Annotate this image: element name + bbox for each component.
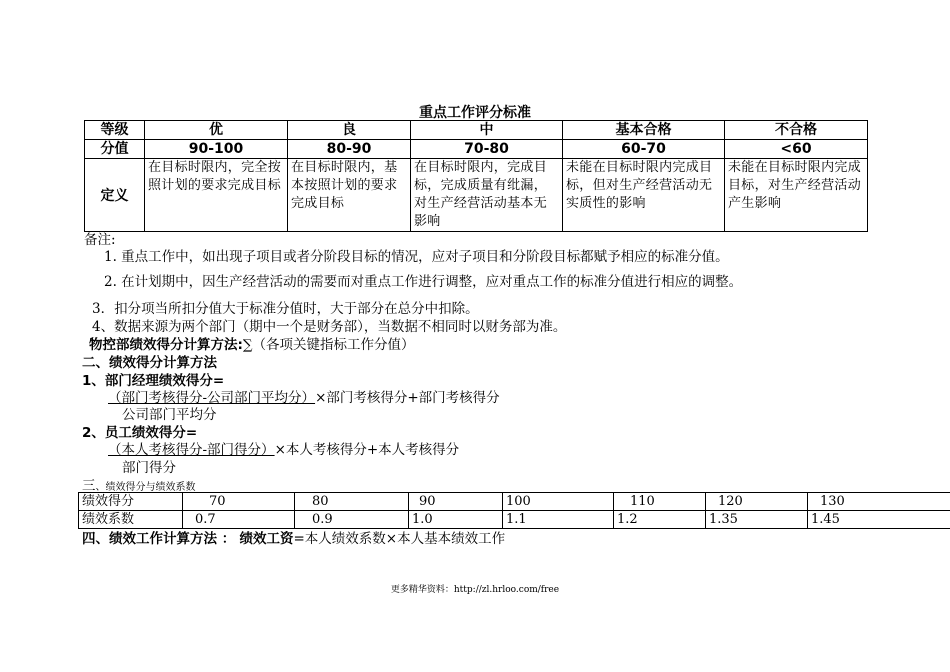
- formula-denominator: 公司部门平均分: [122, 407, 217, 423]
- section-title: 二、绩效得分计算方法: [82, 355, 217, 371]
- definition-cell: 未能在目标时限内完成目标，对生产经营活动产生影响: [725, 159, 868, 232]
- table-cell: 120: [706, 493, 808, 511]
- page-title: 重点工作评分标准: [419, 105, 531, 121]
- notes-label: 备注:: [84, 232, 116, 248]
- footer-link[interactable]: 更多精华资料：http://zl.hrloo.com/free: [390, 585, 560, 595]
- numerator-text: （本人考核得分-部门得分）: [108, 442, 275, 458]
- definition-cell: 未能在目标时限内完成目标，但对生产经营活动无实质性的影响: [563, 159, 725, 232]
- table-row: [79, 493, 950, 511]
- table-cell: 70: [183, 493, 295, 511]
- header-cell: 良: [288, 121, 411, 140]
- note-item: 2. 在计划期中，因生产经营活动的需要而对重点工作进行调整，应对重点工作的标准分值进行相应的调整。: [104, 274, 743, 290]
- note-item: 1. 重点工作中，如出现子项目或者分阶段目标的情况，应对子项目和分阶段目标都赋予相应的标准分值。: [104, 249, 729, 265]
- score-cell: 80-90: [288, 140, 411, 159]
- header-cell: 等级: [85, 121, 145, 140]
- definition-cell: 在目标时限内，基本按照计划的要求完成目标: [288, 159, 411, 232]
- table-cell: 110: [614, 493, 706, 511]
- table-cell: 130: [808, 493, 950, 511]
- header-cell: 优: [145, 121, 288, 140]
- formula-rest: =本人绩效系数×本人基本绩效工作: [293, 531, 506, 547]
- table-cell: 绩效得分: [79, 493, 183, 511]
- score-cell: <60: [725, 140, 868, 159]
- score-cell: 70-80: [411, 140, 563, 159]
- note-item: 4、数据来源为两个部门（期中一个是财务部），当数据不相同时以财务部为准。: [92, 319, 567, 335]
- table-cell: 绩效系数: [79, 511, 183, 529]
- formula-label: 绩效工资: [239, 531, 294, 547]
- header-cell: 不合格: [725, 121, 868, 140]
- coefficient-table: [78, 492, 950, 529]
- header-cell: 基本合格: [563, 121, 725, 140]
- table-row: [79, 511, 950, 529]
- subsection-title: 1、部门经理绩效得分=: [82, 373, 225, 389]
- numerator-text: （部门考核得分-公司部门平均分）: [108, 390, 316, 406]
- table-cell: 0.9: [295, 511, 409, 529]
- table-cell: 0.7: [183, 511, 295, 529]
- table-row: [85, 121, 868, 140]
- table-cell: 1.0: [409, 511, 503, 529]
- formula-rest: ×本人考核得分+本人考核得分: [274, 442, 460, 458]
- method-label: 物控部绩效得分计算方法:: [89, 337, 243, 353]
- formula-rest: ×部门考核得分+部门考核得分: [315, 390, 500, 406]
- score-cell: 60-70: [563, 140, 725, 159]
- section-title: 三、绩效得分与绩效系数: [82, 478, 196, 494]
- formula-denominator: 部门得分: [122, 460, 176, 476]
- method-line: [89, 333, 415, 353]
- table-cell: 100: [503, 493, 614, 511]
- note-item: 3．扣分项当所扣分值大于标准分值时，大于部分在总分中扣除。: [92, 301, 479, 317]
- table-cell: 1.35: [706, 511, 808, 529]
- definition-cell: 在目标时限内，完全按照计划的要求完成目标: [145, 159, 288, 232]
- grade-standard-table: [84, 120, 868, 232]
- definition-label: 定义: [85, 159, 145, 232]
- definition-cell: 在目标时限内，完成目标，完成质量有纰漏，对生产经营活动基本无影响: [411, 159, 563, 232]
- method-formula: ∑（各项关键指标工作分值）: [242, 337, 415, 353]
- table-row: [85, 159, 868, 232]
- table-cell: 1.1: [503, 511, 614, 529]
- table-row: [85, 140, 868, 159]
- subsection-title: 2、员工绩效得分=: [82, 425, 198, 441]
- table-cell: 80: [295, 493, 409, 511]
- score-cell: 分值: [85, 140, 145, 159]
- section-title: 四、绩效工作计算方法 ：: [82, 531, 236, 547]
- table-cell: 90: [409, 493, 503, 511]
- table-cell: 1.45: [808, 511, 950, 529]
- section-4-line: [82, 527, 505, 547]
- formula-numerator: [108, 438, 459, 458]
- header-cell: 中: [411, 121, 563, 140]
- score-cell: 90-100: [145, 140, 288, 159]
- table-cell: 1.2: [614, 511, 706, 529]
